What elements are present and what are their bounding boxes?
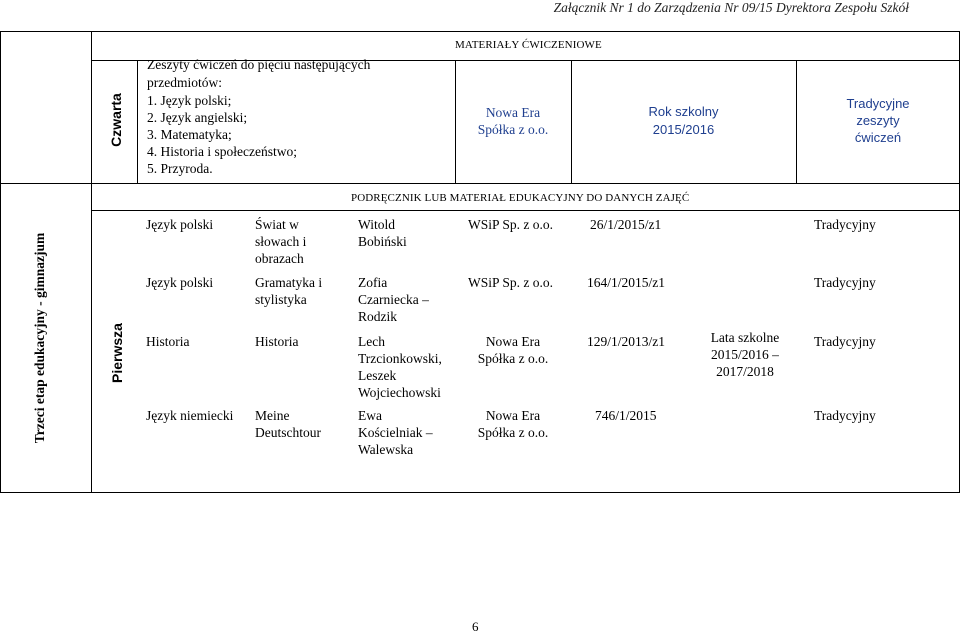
type-cell: Tradycyjny — [814, 217, 876, 232]
subjects-description: Zeszyty ćwiczeń do pięciu następujących przedmiotów: — [147, 57, 371, 90]
span-note-line3: 2017/2018 — [716, 364, 774, 379]
publisher-cell: WSiP Sp. z o.o. — [468, 275, 554, 290]
subject-cell: Język polski — [146, 217, 214, 232]
type-line3: ćwiczeń — [854, 130, 902, 145]
page-header: Załącznik Nr 1 do Zarządzenia Nr 09/15 Dyrektora Zespołu Szkół — [553, 0, 909, 15]
type-cell: Tradycyjny — [814, 334, 876, 349]
author-line: Bobiński — [358, 234, 407, 249]
publisher-line1: Nowa Era — [485, 105, 541, 120]
stage-label: Trzeci etap edukacyjny - gimnazjum — [32, 232, 47, 444]
author-line: Rodzik — [358, 309, 397, 324]
span-note-line2: 2015/2016 – — [711, 347, 779, 362]
class-label-first: Pierwsza — [109, 323, 125, 383]
span-note-line1: Lata szkolne — [710, 330, 780, 345]
subject-item: 1. Język polski; — [147, 93, 232, 108]
subject-item: 4. Historia i społeczeństwo; — [147, 144, 297, 159]
title-line: Deutschtour — [255, 425, 321, 440]
subject-item: 2. Język angielski; — [147, 110, 248, 125]
subject-cell: Historia — [146, 334, 190, 349]
number-cell: 746/1/2015 — [595, 408, 657, 423]
title-line: Historia — [255, 334, 299, 349]
class-label-fourth: Czwarta — [108, 93, 124, 147]
subject-cell: Język polski — [146, 275, 214, 290]
title-line: Meine — [255, 408, 290, 423]
number-cell: 26/1/2015/z1 — [590, 217, 662, 232]
textbooks-heading: PODRĘCZNIK LUB MATERIAŁ EDUKACYJNY DO DANYCH ZAJĘĆ — [351, 192, 690, 204]
type-line2: zeszyty — [856, 113, 900, 128]
author-line: Czarniecka – — [358, 292, 429, 307]
type-line1: Tradycyjne — [846, 96, 910, 111]
materials-heading: MATERIAŁY ĆWICZENIOWE — [455, 39, 602, 51]
author-line: Trzcionkowski, — [358, 351, 442, 366]
number-cell: 129/1/2013/z1 — [587, 334, 665, 349]
school-year-value: 2015/2016 — [652, 122, 715, 137]
author-line: Kościelniak – — [358, 425, 433, 440]
subject-cell: Język niemiecki — [146, 408, 234, 423]
page-number: 6 — [472, 619, 479, 634]
publisher-cell: WSiP Sp. z o.o. — [468, 217, 554, 232]
school-year-label: Rok szkolny — [648, 104, 719, 119]
publisher-line2: Spółka z o.o. — [477, 122, 549, 137]
publisher-line: Spółka z o.o. — [477, 425, 549, 440]
author-line: Ewa — [358, 408, 382, 423]
author-line: Lech — [358, 334, 385, 349]
type-cell: Tradycyjny — [814, 408, 876, 423]
subject-item: 5. Przyroda. — [147, 161, 213, 176]
subject-item: 3. Matematyka; — [147, 127, 232, 142]
number-cell: 164/1/2015/z1 — [587, 275, 665, 290]
title-line: Gramatyka i — [255, 275, 323, 290]
title-line: słowach i — [255, 234, 307, 249]
author-line: Leszek — [358, 368, 397, 383]
title-line: obrazach — [255, 251, 304, 266]
publisher-line: Spółka z o.o. — [477, 351, 549, 366]
type-cell: Tradycyjny — [814, 275, 876, 290]
author-line: Walewska — [358, 442, 414, 457]
author-line: Zofia — [358, 275, 388, 290]
publisher-line: Nowa Era — [485, 334, 541, 349]
author-line: Witold — [358, 217, 395, 232]
title-line: Świat w — [255, 217, 299, 232]
author-line: Wojciechowski — [358, 385, 441, 400]
publisher-line: Nowa Era — [485, 408, 541, 423]
title-line: stylistyka — [255, 292, 307, 307]
